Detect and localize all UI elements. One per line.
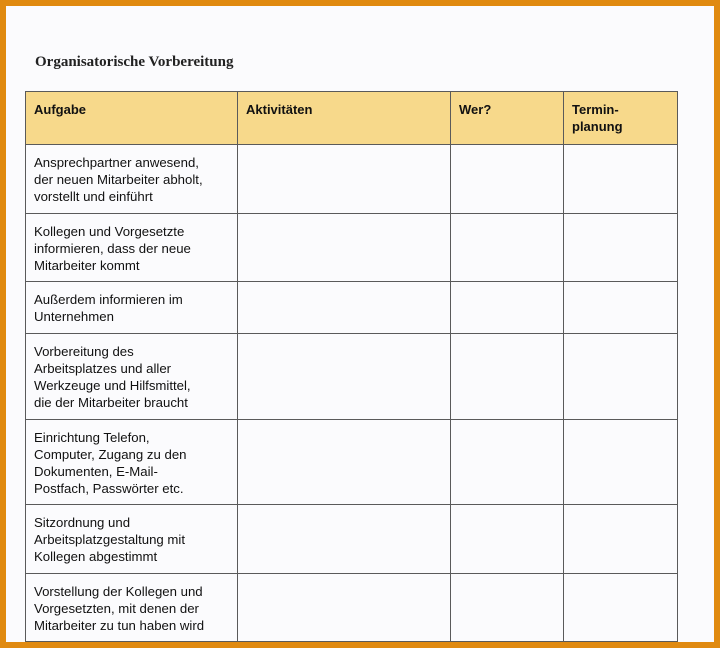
cell-aufgabe: Kollegen und Vorgesetzte informieren, dass der neue Mitarbeiter kommt bbox=[26, 214, 238, 282]
cell-aktivitaeten[interactable] bbox=[238, 642, 451, 648]
cell-terminplanung[interactable] bbox=[564, 334, 678, 420]
cell-aufgabe: Ansprechpartner anwesend, der neuen Mitarbeiter abholt, vorstellt und einführt bbox=[26, 145, 238, 214]
cell-wer[interactable] bbox=[451, 574, 564, 642]
cell-aktivitaeten[interactable] bbox=[238, 282, 451, 334]
cell-aufgabe: Einrichtung Telefon, Computer, Zugang zu den Dokumenten, E-Mail- Postfach, Passwörter etc. bbox=[26, 420, 238, 505]
cell-wer[interactable] bbox=[451, 214, 564, 282]
header-row bbox=[26, 92, 678, 145]
table-row bbox=[26, 574, 678, 642]
cell-terminplanung[interactable] bbox=[564, 642, 678, 648]
cell-aktivitaeten[interactable] bbox=[238, 574, 451, 642]
table-row bbox=[26, 505, 678, 574]
cell-terminplanung[interactable] bbox=[564, 214, 678, 282]
table-row bbox=[26, 145, 678, 214]
table-row bbox=[26, 282, 678, 334]
header-aktivitaeten: Aktivitäten bbox=[238, 92, 451, 145]
cell-aktivitaeten[interactable] bbox=[238, 214, 451, 282]
table-row bbox=[26, 334, 678, 420]
table-row bbox=[26, 420, 678, 505]
cell-aktivitaeten[interactable] bbox=[238, 334, 451, 420]
table-row bbox=[26, 642, 678, 648]
cell-aufgabe: Vorbereitung des Arbeitsplatzes und aller Werkzeuge und Hilfsmittel, die der Mitarbeiter braucht bbox=[26, 334, 238, 420]
cell-terminplanung[interactable] bbox=[564, 282, 678, 334]
cell-aktivitaeten[interactable] bbox=[238, 505, 451, 574]
cell-aufgabe bbox=[26, 642, 238, 648]
cell-wer[interactable] bbox=[451, 642, 564, 648]
cell-aktivitaeten[interactable] bbox=[238, 420, 451, 505]
cell-wer[interactable] bbox=[451, 420, 564, 505]
cell-wer[interactable] bbox=[451, 334, 564, 420]
header-terminplanung: Termin- planung bbox=[564, 92, 678, 145]
cell-aufgabe: Sitzordnung und Arbeitsplatzgestaltung mit Kollegen abgestimmt bbox=[26, 505, 238, 574]
cell-terminplanung[interactable] bbox=[564, 574, 678, 642]
task-table bbox=[25, 91, 678, 648]
cell-terminplanung[interactable] bbox=[564, 505, 678, 574]
table-row bbox=[26, 214, 678, 282]
cell-aufgabe: Außerdem informieren im Unternehmen bbox=[26, 282, 238, 334]
header-wer: Wer? bbox=[451, 92, 564, 145]
cell-terminplanung[interactable] bbox=[564, 145, 678, 214]
cell-wer[interactable] bbox=[451, 505, 564, 574]
cell-wer[interactable] bbox=[451, 282, 564, 334]
cell-terminplanung[interactable] bbox=[564, 420, 678, 505]
page-title: Organisatorische Vorbereitung bbox=[35, 54, 234, 70]
cell-aktivitaeten[interactable] bbox=[238, 145, 451, 214]
header-aufgabe: Aufgabe bbox=[26, 92, 238, 145]
cell-wer[interactable] bbox=[451, 145, 564, 214]
cell-aufgabe: Vorstellung der Kollegen und Vorgesetzten, mit denen der Mitarbeiter zu tun haben wird bbox=[26, 574, 238, 642]
